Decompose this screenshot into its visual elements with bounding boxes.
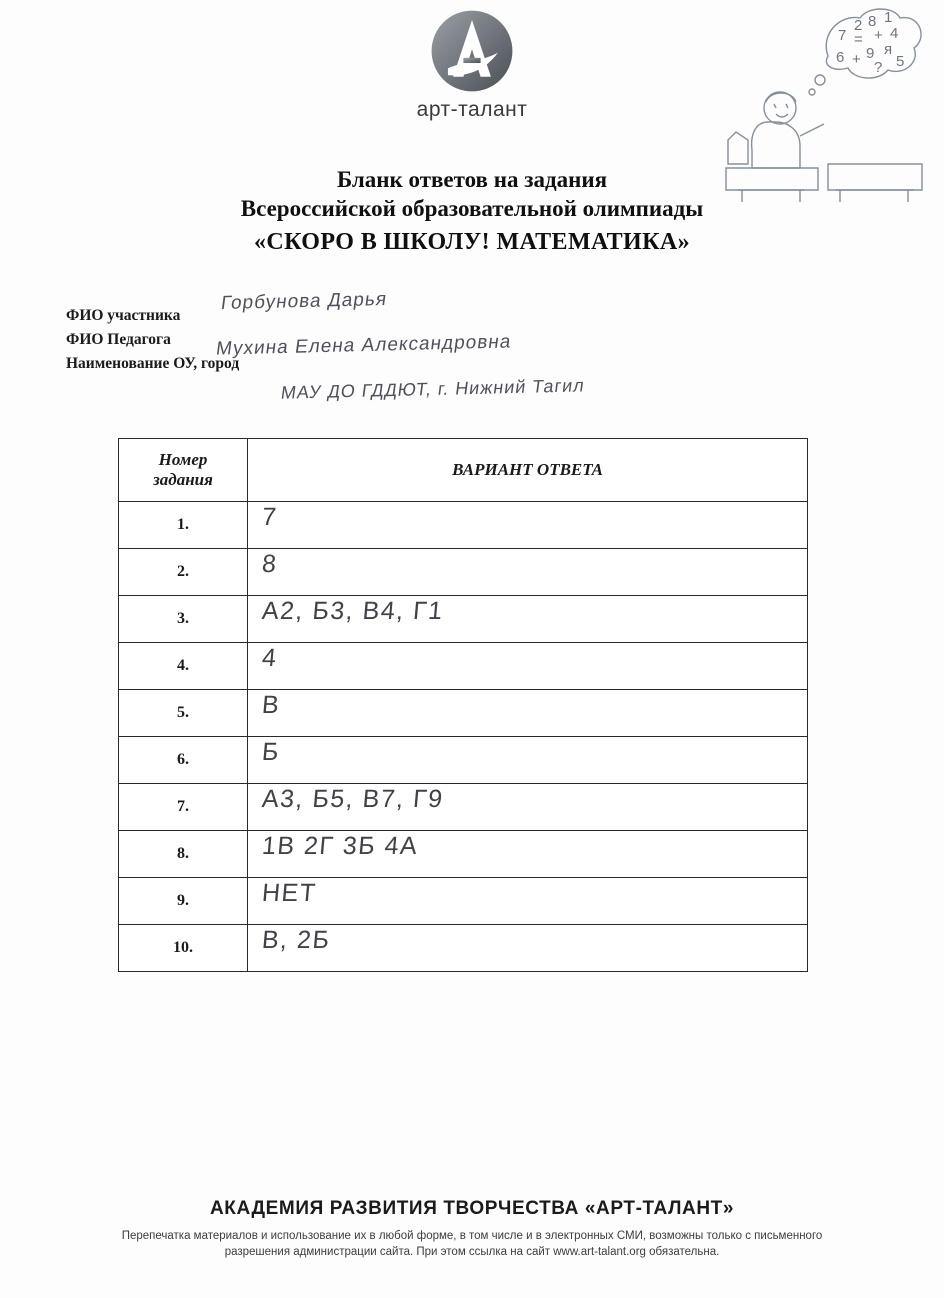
table-header-row xyxy=(119,439,808,502)
row-answer-cell[interactable] xyxy=(248,831,808,878)
svg-text:1: 1 xyxy=(884,9,893,26)
table-row xyxy=(119,831,808,878)
row-answer-cell[interactable] xyxy=(248,643,808,690)
art-talant-logo-icon xyxy=(429,8,515,94)
handwriting-teacher-name: Мухина Елена Александровна xyxy=(214,331,513,360)
row-number: 1. xyxy=(119,502,248,549)
row-number: 10. xyxy=(119,925,248,972)
row-answer-cell[interactable] xyxy=(248,502,808,549)
svg-text:6: 6 xyxy=(836,49,845,66)
handwriting-answer: 7 xyxy=(260,503,279,531)
header-task-number-line1: Номер xyxy=(158,450,208,469)
handwriting-answer: 4 xyxy=(260,644,279,672)
row-number: 6. xyxy=(119,737,248,784)
participant-fields xyxy=(66,288,886,403)
row-number: 2. xyxy=(119,549,248,596)
table-row xyxy=(119,737,808,784)
handwriting-answer: В, 2Б xyxy=(260,926,332,954)
table-row xyxy=(119,784,808,831)
field-row-teacher xyxy=(66,329,886,360)
row-answer-cell[interactable] xyxy=(248,596,808,643)
row-answer-cell[interactable] xyxy=(248,690,808,737)
handwriting-answer: Б xyxy=(260,738,282,766)
svg-text:8: 8 xyxy=(868,13,877,30)
table-row xyxy=(119,690,808,737)
title-line-1: Бланк ответов на задания xyxy=(336,167,608,192)
svg-text:4: 4 xyxy=(890,25,899,42)
svg-text:9: 9 xyxy=(866,45,875,62)
page-title xyxy=(0,165,944,256)
table-row xyxy=(119,643,808,690)
handwriting-participant-name: Горбунова Дарья xyxy=(219,288,389,315)
svg-text:+: + xyxy=(874,27,883,44)
svg-text:+: + xyxy=(852,51,861,68)
footer-copyright-note: Перепечатка материалов и использование их в любой форме, в том числе и в электронных СМИ, возможны только с письменного разрешения администрации сайта. При этом ссылка на сайт www.art-talant.org обязательна. xyxy=(121,1230,823,1258)
row-answer-cell[interactable] xyxy=(248,878,808,925)
field-row-participant xyxy=(66,288,886,326)
page-footer xyxy=(0,1198,944,1260)
header-answer-variant: ВАРИАНТ ОТВЕТА xyxy=(248,439,808,502)
handwriting-answer: В xyxy=(260,691,282,719)
answers-table xyxy=(118,438,808,972)
row-answer-cell[interactable] xyxy=(248,737,808,784)
title-line-2: Всероссийской образовательной олимпиады xyxy=(240,196,704,221)
handwriting-answer: 1В 2Г 3Б 4А xyxy=(260,832,420,860)
handwriting-answer: НЕТ xyxy=(260,879,318,907)
table-row xyxy=(119,878,808,925)
label-teacher-name: ФИО Педагога xyxy=(66,331,171,348)
footer-title: АКАДЕМИЯ РАЗВИТИЯ ТВОРЧЕСТВА «АРТ-ТАЛАНТ» xyxy=(209,1198,735,1219)
row-number: 4. xyxy=(119,643,248,690)
table-body xyxy=(119,502,808,972)
title-line-3: «СКОРО В ШКОЛУ! МАТЕМАТИКА» xyxy=(253,229,691,255)
row-number: 5. xyxy=(119,690,248,737)
label-school-city: Наименование ОУ, город xyxy=(66,355,240,372)
table-row xyxy=(119,549,808,596)
table-row xyxy=(119,596,808,643)
handwriting-school-city: МАУ ДО ГДДЮТ, г. Нижний Тагил xyxy=(279,375,587,403)
table-row xyxy=(119,925,808,972)
field-row-school xyxy=(66,353,886,403)
svg-text:я: я xyxy=(884,41,893,58)
row-number: 9. xyxy=(119,878,248,925)
handwriting-answer: А3, Б5, В7, Г9 xyxy=(260,785,445,813)
table-row xyxy=(119,502,808,549)
svg-text:=: = xyxy=(854,31,863,48)
svg-text:7: 7 xyxy=(838,27,847,44)
row-number: 8. xyxy=(119,831,248,878)
svg-text:5: 5 xyxy=(896,53,905,70)
row-number: 7. xyxy=(119,784,248,831)
label-participant-name: ФИО участника xyxy=(66,307,181,324)
row-number: 3. xyxy=(119,596,248,643)
row-answer-cell[interactable] xyxy=(248,925,808,972)
logo-wordmark: арт-талант xyxy=(416,98,528,121)
handwriting-answer: 8 xyxy=(260,550,279,578)
handwriting-answer: А2, Б3, В4, Г1 xyxy=(260,597,445,625)
header-task-number xyxy=(119,439,248,502)
header-task-number-line2: задания xyxy=(153,470,213,489)
row-answer-cell[interactable] xyxy=(248,784,808,831)
row-answer-cell[interactable] xyxy=(248,549,808,596)
svg-text:2: 2 xyxy=(854,17,863,34)
svg-text:?: ? xyxy=(874,59,883,76)
